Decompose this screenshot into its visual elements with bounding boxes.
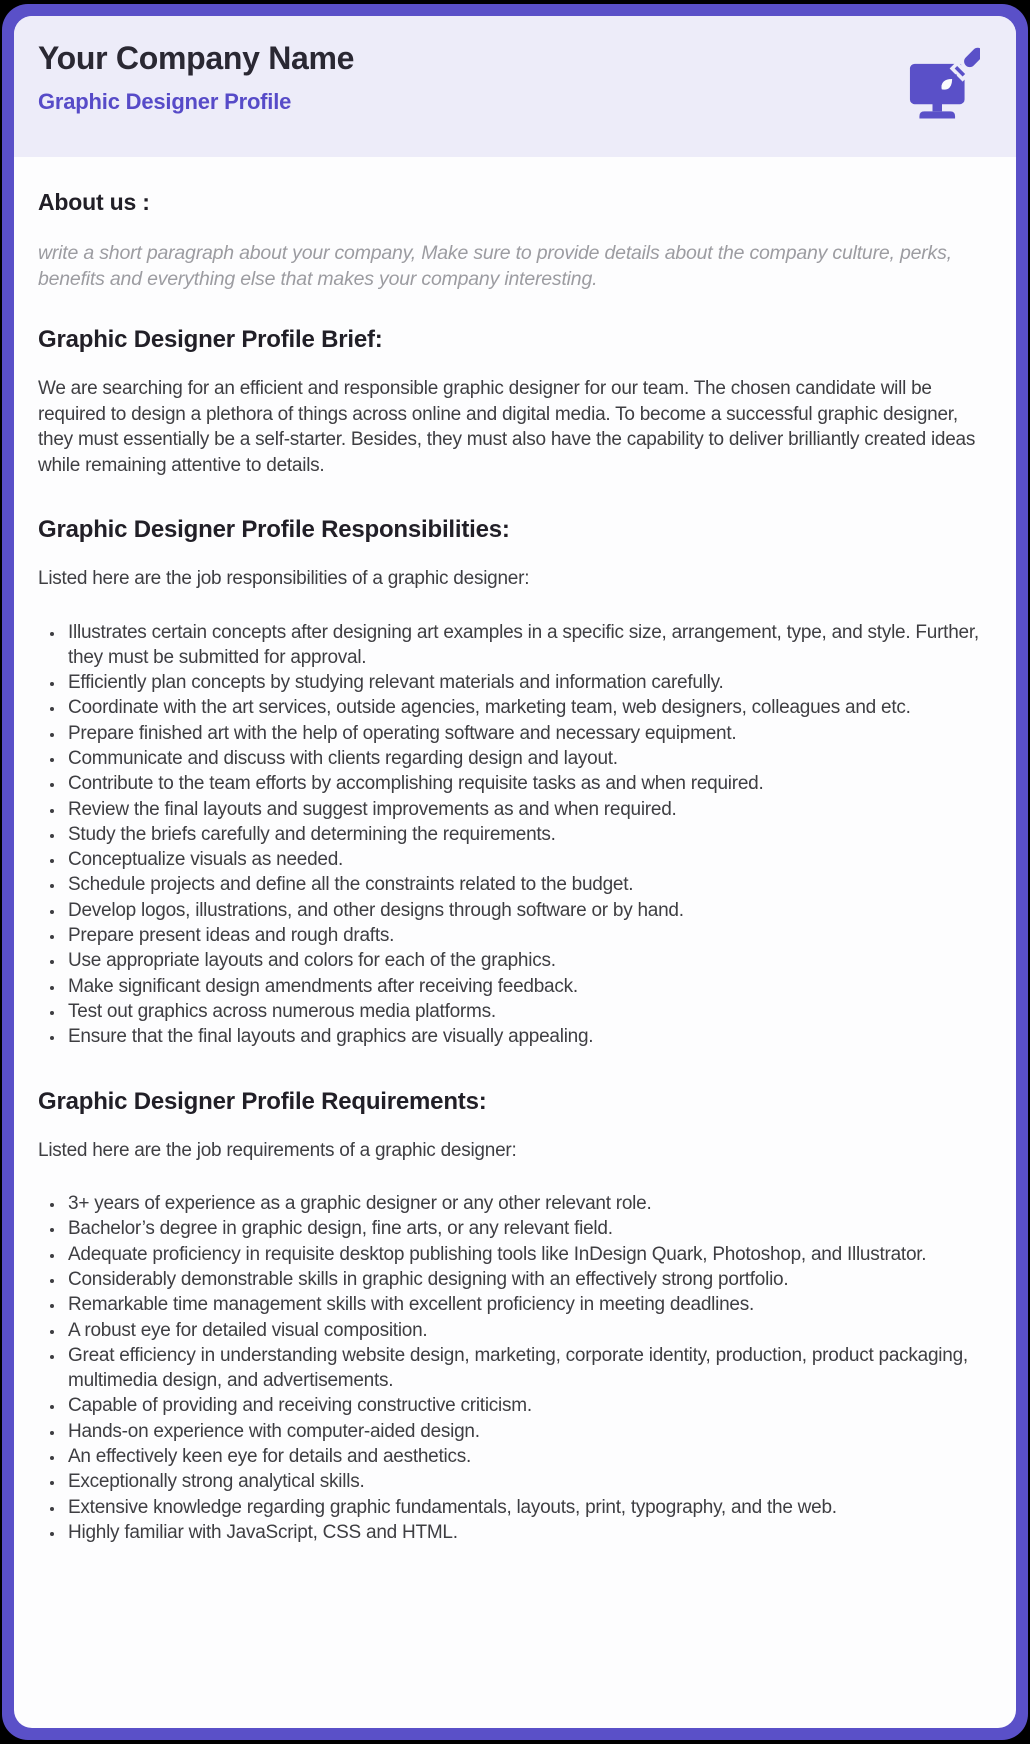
list-item: • Use appropriate layouts and colors for each of the graphics. (65, 948, 988, 973)
list-item: • Test out graphics across numerous media platforms. (65, 999, 988, 1024)
list-item: • Contribute to the team efforts by accomplishing requisite tasks as and when required. (65, 771, 988, 796)
list-item: • Conceptualize visuals as needed. (65, 847, 988, 872)
list-item: • Schedule projects and define all the constraints related to the budget. (65, 872, 988, 897)
list-item: • Study the briefs carefully and determining the requirements. (65, 822, 988, 847)
list-item: • Extensive knowledge regarding graphic fundamentals, layouts, print, typography, and the web. (65, 1495, 988, 1520)
requirements-list (38, 1191, 988, 1545)
list-item: • Develop logos, illustrations, and other designs through software or by hand. (65, 898, 988, 923)
list-item: • Communicate and discuss with clients regarding design and layout. (65, 746, 988, 771)
document-inner (14, 16, 1016, 1728)
list-item: • Adequate proficiency in requisite desktop publishing tools like InDesign Quark, Photoshop, and Illustrator. (65, 1242, 988, 1267)
company-name: Your Company Name (38, 40, 355, 76)
list-item: • A robust eye for detailed visual composition. (65, 1318, 988, 1343)
about-placeholder-text: write a short paragraph about your company, Make sure to provide details about the company culture, perks, benefits and everything else that makes your company interesting. (38, 242, 952, 290)
list-item: • Considerably demonstrable skills in graphic designing with an effectively strong portfolio. (65, 1267, 988, 1292)
document-body (14, 157, 1016, 1728)
list-item: • Capable of providing and receiving constructive criticism. (65, 1393, 988, 1418)
brief-heading: Graphic Designer Profile Brief: (38, 326, 383, 353)
list-item: • Ensure that the final layouts and graphics are visually appealing. (65, 1024, 988, 1049)
list-item: • Bachelor’s degree in graphic design, fine arts, or any relevant field. (65, 1216, 988, 1241)
list-item: • An effectively keen eye for details and aesthetics. (65, 1444, 988, 1469)
document-card (2, 4, 1028, 1740)
list-item: • Illustrates certain concepts after designing art examples in a specific size, arrangement, type, and style. Further, they must be submitted for approval. (65, 620, 988, 671)
list-item: • Hands-on experience with computer-aided design. (65, 1419, 988, 1444)
list-item: • Make significant design amendments after receiving feedback. (65, 974, 988, 999)
list-item: • Coordinate with the art services, outside agencies, marketing team, web designers, colleagues and etc. (65, 695, 988, 720)
list-item: • Remarkable time management skills with excellent proficiency in meeting deadlines. (65, 1292, 988, 1317)
responsibilities-list (38, 620, 988, 1050)
requirements-heading: Graphic Designer Profile Requirements: (38, 1087, 487, 1115)
list-item: • Efficiently plan concepts by studying relevant materials and information carefully. (65, 670, 988, 695)
list-item: • Exceptionally strong analytical skills. (65, 1469, 988, 1494)
header-titles (38, 40, 354, 115)
list-item: • 3+ years of experience as a graphic designer or any other relevant role. (65, 1191, 988, 1216)
document-subtitle: Graphic Designer Profile (38, 89, 292, 114)
list-item: • Highly familiar with JavaScript, CSS and HTML. (65, 1520, 988, 1545)
list-item: • Review the final layouts and suggest improvements as and when required. (65, 797, 988, 822)
about-heading: About us : (38, 189, 150, 215)
requirements-intro: Listed here are the job requirements of a graphic designer: (38, 1139, 517, 1161)
list-item: • Prepare finished art with the help of operating software and necessary equipment. (65, 721, 988, 746)
responsibilities-intro: Listed here are the job responsibilities of a graphic designer: (38, 568, 530, 589)
design-monitor-paintbrush-icon (904, 46, 980, 127)
document-header (14, 16, 1016, 157)
brief-paragraph: We are searching for an efficient and responsible graphic designer for our team. The chosen candidate will be required to design a plethora of things across online and digital media. To become a successful graphic designer, they must essentially be a self-starter. Besides, they must also have the capability to deliver brilliantly created ideas while remaining attentive to details. (38, 378, 976, 476)
list-item: • Prepare present ideas and rough drafts. (65, 923, 988, 948)
responsibilities-heading: Graphic Designer Profile Responsibilities: (38, 516, 510, 543)
list-item: • Great efficiency in understanding website design, marketing, corporate identity, production, product packaging, multimedia design, and advertisements. (65, 1343, 988, 1394)
